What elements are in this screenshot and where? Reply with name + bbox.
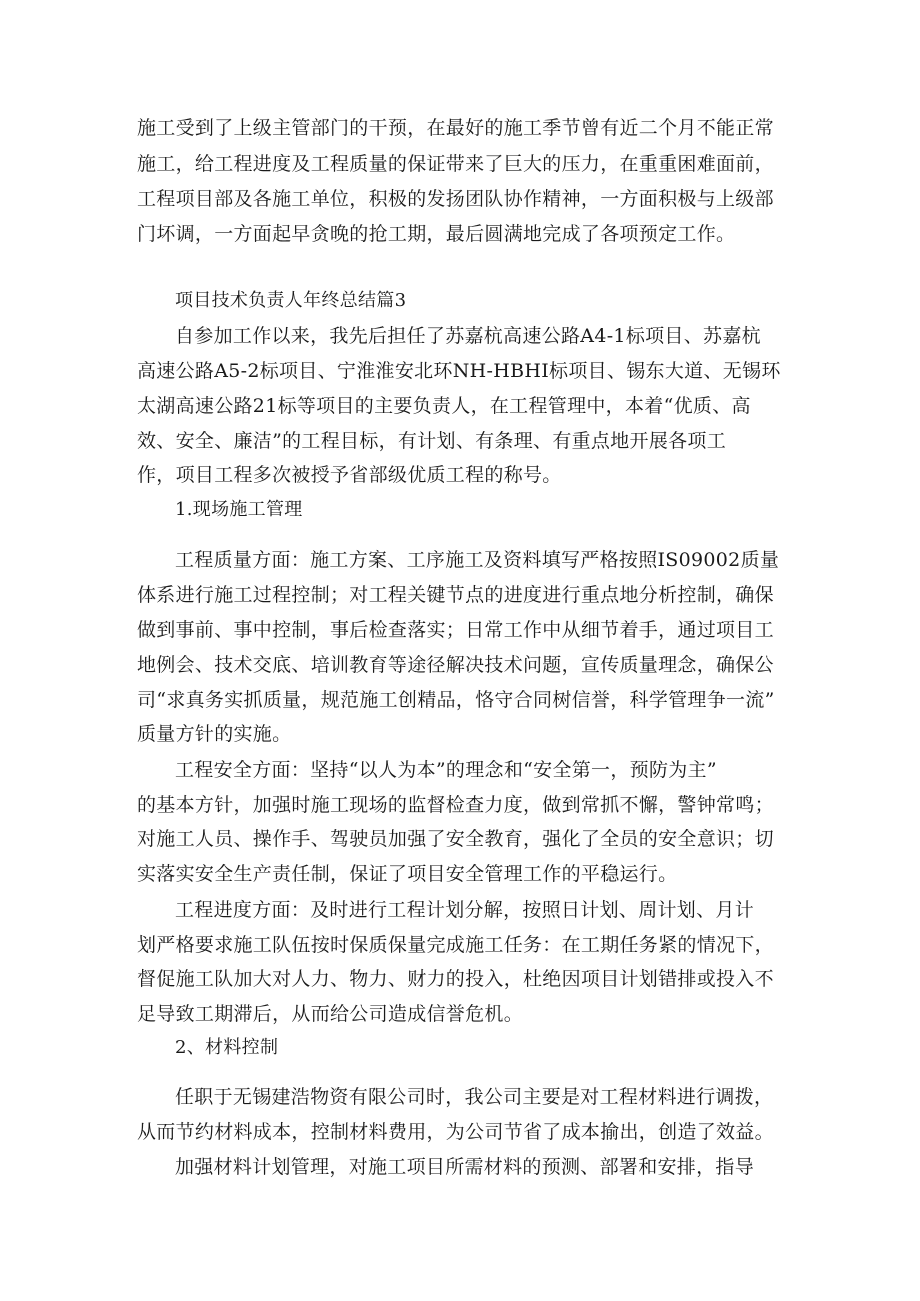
paragraph-line: 工程进度方面：及时进行工程计划分解，按照日计划、周计划、月计 xyxy=(175,899,755,921)
paragraph-line: 太湖高速公路21标等项目的主要负责人，在工程管理中，本着“优质、高 xyxy=(137,395,751,417)
paragraph-line: 做到事前、事中控制，事后检查落实；日常工作中从细节着手，通过项目工 xyxy=(137,619,774,641)
paragraph-line: 工程质量方面：施工方案、工序施工及资料填写严格按照IS09002质量 xyxy=(175,549,780,571)
paragraph-line: 任职于无锡建浩物资有限公司时，我公司主要是对工程材料进行调拨， xyxy=(175,1086,774,1108)
paragraph-line: 从而节约材料成本，控制材料费用，为公司节省了成本揄出，创造了效益。 xyxy=(137,1121,774,1143)
paragraph-line: 司“求真务实抓质量，规范施工创精品，恪守合同树信誉，科学管理争一流” xyxy=(137,689,775,711)
paragraph-line: 足导致工期滞后，从而给公司造成信誉危机。 xyxy=(137,1003,524,1025)
paragraph-line: 施工，给工程进度及工程质量的保证带来了巨大的压力，在重重困难面前， xyxy=(137,153,774,175)
paragraph-line: 的基本方针，加强时施工现场的监督检查力度，做到常抓不懈，警钟常鸣； xyxy=(137,794,774,816)
paragraph-line: 对施工人员、操作手、驾驶员加强了安全教育，强化了全员的安全意识；切 xyxy=(137,828,774,850)
subsection-heading: 1.现场施工管理 xyxy=(175,499,303,520)
paragraph-line: 高速公路A5-2标项目、宁淮淮安北环NH-HBHI标项目、锡东大道、无锡环 xyxy=(137,360,781,382)
paragraph-line: 门坏调，一方面起早贪晚的抢工期，最后圆满地完成了各项预定工作。 xyxy=(137,223,736,245)
paragraph-line: 督促施工队加大对人力、物力、财力的投入，杜绝因项目计划错排或投入不 xyxy=(137,968,774,990)
paragraph-line: 体系进行施工过程控制；对工程关键节点的进度进行重点地分析控制，确保 xyxy=(137,584,774,606)
paragraph-line: 加强材料计划管理，对施工项目所需材料的预测、部署和安排，指导 xyxy=(175,1156,755,1178)
paragraph-line: 效、安全、廉洁”的工程目标，有计划、有条理、有重点地开展各项工 xyxy=(137,430,727,452)
paragraph-line: 自参加工作以来，我先后担任了苏嘉杭高速公路A4-1标项目、苏嘉杭 xyxy=(175,325,761,347)
paragraph-line: 工程项目部及各施工单位，积极的发扬团队协作精神，一方面积极与上级部 xyxy=(137,188,774,210)
paragraph-line: 划严格要求施工队伍按时保质保量完成施工任务：在工期任务紧的情况下， xyxy=(137,934,774,956)
paragraph-line: 实落实安全生产责任制，保证了项目安全管理工作的平稳运行。 xyxy=(137,863,678,885)
subsection-heading: 2、材料控制 xyxy=(175,1037,279,1058)
paragraph-line: 地例会、技术交底、培训教育等途径解决技术问题，宣传质量理念，确保公 xyxy=(137,654,774,676)
paragraph-line: 作，项目工程多次被授予省部级优质工程的称号。 xyxy=(137,464,562,486)
paragraph-line: 施工受到了上级主管部门的干预，在最好的施工季节曾有近二个月不能正常 xyxy=(137,117,774,139)
section-title: 项目技术负责人年终总结篇3 xyxy=(175,290,407,311)
paragraph-line: 工程安全方面：坚持“以人为本”的理念和“安全第一，预防为主” xyxy=(175,759,717,781)
paragraph-line: 质量方针的实施。 xyxy=(137,723,292,745)
